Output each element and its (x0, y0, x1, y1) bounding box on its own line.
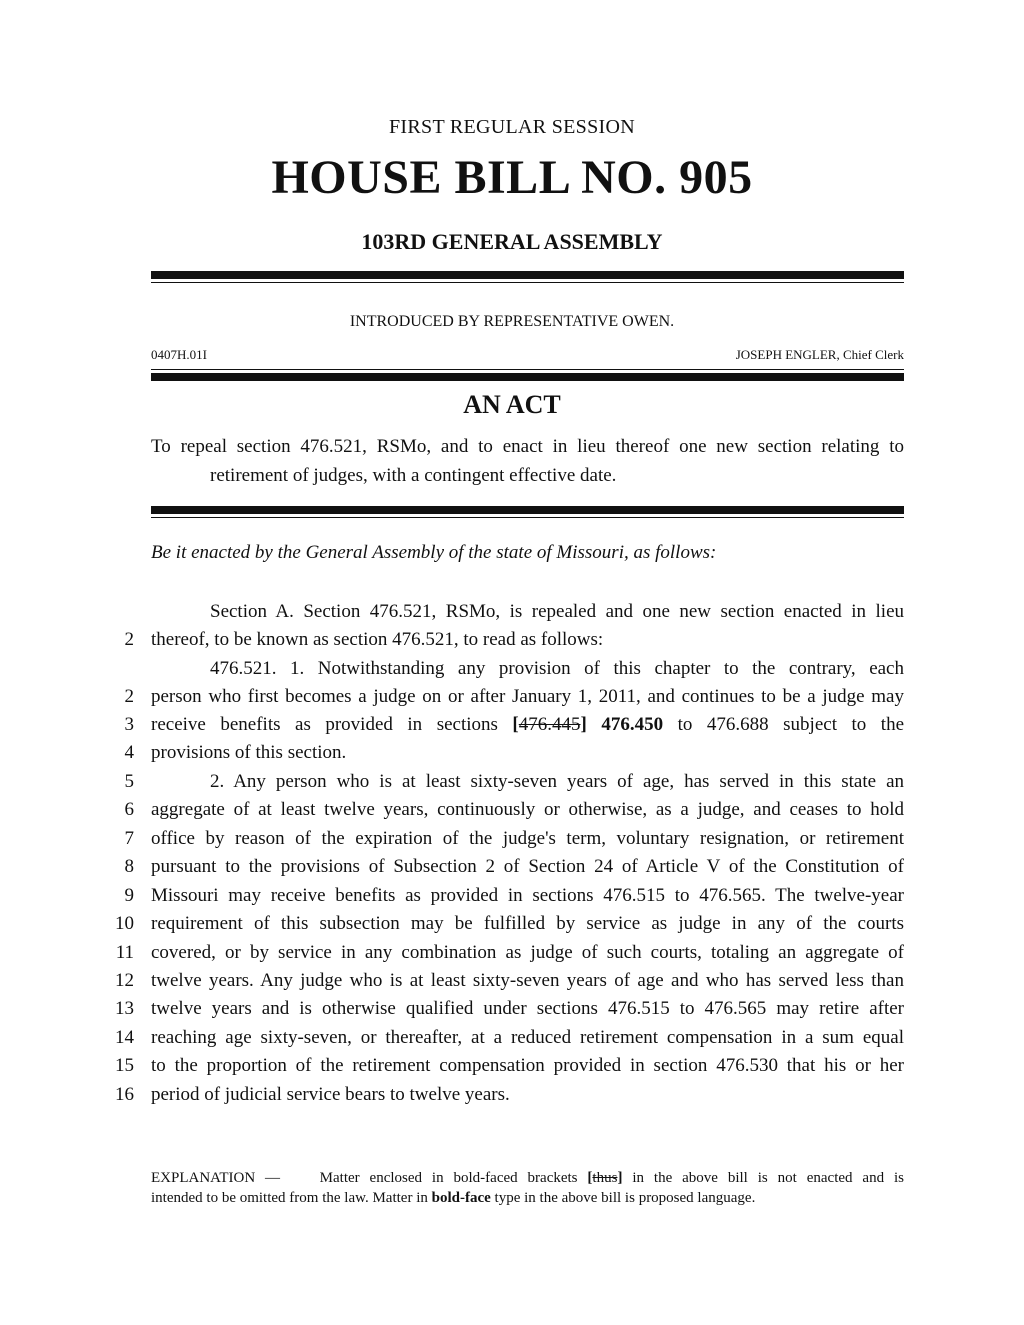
explanation-text: type in the above bill is proposed language. (490, 1190, 756, 1206)
line-number: 3 (124, 714, 134, 735)
bill-text-line: Missouri may receive benefits as provided in sections 476.515 to 476.565. The twelve-year (151, 885, 904, 906)
divider-rule (151, 517, 904, 518)
bill-text-line: to the proportion of the retirement compensation provided in section 476.530 that his or her (151, 1055, 904, 1076)
bill-text-line: twelve years. Any judge who is at least sixty-seven years of age and who has served less than (151, 970, 904, 991)
bill-text-line: Section A. Section 476.521, RSMo, is repealed and one new section enacted in lieu (210, 601, 904, 622)
line-number: 14 (115, 1027, 134, 1048)
line-number: 6 (124, 799, 134, 820)
divider-rule (151, 373, 904, 381)
bill-text-line: requirement of this subsection may be fulfilled by service as judge in any of the courts (151, 913, 904, 934)
line-number: 16 (115, 1084, 134, 1105)
divider-rule (151, 369, 904, 370)
line-number: 10 (115, 913, 134, 934)
line-number: 15 (115, 1055, 134, 1076)
bill-text-line: person who first becomes a judge on or after January 1, 2011, and continues to be a judge may (151, 686, 904, 707)
divider-rule (151, 282, 904, 283)
line-number: 12 (115, 970, 134, 991)
bold-example: bold-face (431, 1190, 491, 1206)
bracket-close: ] (580, 714, 587, 735)
act-title-line: To repeal section 476.521, RSMo, and to enact in lieu thereof one new section relating to (151, 436, 904, 457)
line-number: 9 (124, 885, 134, 906)
new-text: 476.450 (601, 714, 664, 735)
line-number: 7 (124, 828, 134, 849)
struck-example: thus (592, 1170, 618, 1186)
section-heading-line: 476.521. 1. Notwithstanding any provision of this chapter to the contrary, each (210, 658, 904, 679)
line-number: 2 (124, 629, 134, 650)
session-label: FIRST REGULAR SESSION (389, 116, 635, 138)
lr-number: 0407H.01I (151, 347, 207, 362)
divider-rule (151, 271, 904, 279)
chief-clerk: JOSEPH ENGLER, Chief Clerk (735, 347, 904, 362)
line-number: 5 (124, 771, 134, 792)
bill-text-line: office by reason of the expiration of the judge's term, voluntary resignation, or retirement (151, 828, 904, 849)
line-number: 4 (124, 742, 134, 763)
bill-text-segment: to 476.688 subject to the (663, 714, 904, 735)
act-title-line: retirement of judges, with a contingent effective date. (210, 465, 617, 486)
bill-text-line: period of judicial service bears to twelve years. (151, 1084, 510, 1105)
bill-text-line: thereof, to be known as section 476.521, to read as follows: (151, 629, 604, 650)
general-assembly: 103RD GENERAL ASSEMBLY (361, 229, 663, 254)
bracket-open: [ (512, 714, 519, 735)
bill-text-line: 2. Any person who is at least sixty-seven years of age, has served in this state an (210, 771, 904, 792)
introduced-by: INTRODUCED BY REPRESENTATIVE OWEN. (349, 313, 675, 330)
bracket-close: ] (617, 1170, 623, 1186)
bill-text-line: pursuant to the provisions of Subsection 2 of Section 24 of Article V of the Constitution of (151, 856, 904, 877)
enacting-clause: Be it enacted by the General Assembly of the state of Missouri, as follows: (151, 542, 717, 563)
repealed-text: 476.445 (518, 714, 581, 735)
bill-number: HOUSE BILL NO. 905 (271, 151, 753, 204)
bill-text-line: aggregate of at least twelve years, continuously or otherwise, as a judge, and ceases to hold (151, 799, 904, 820)
line-number: 11 (115, 942, 134, 963)
bill-text-line: covered, or by service in any combination as judge of such courts, totaling an aggregate of (151, 942, 904, 963)
bill-text-line (151, 713, 904, 737)
line-number: 13 (115, 998, 134, 1019)
explanation-line (151, 1170, 904, 1187)
line-number: 2 (124, 686, 134, 707)
explanation-label: EXPLANATION — (151, 1170, 281, 1186)
explanation-text: in the above bill is not enacted and is (622, 1170, 904, 1186)
bill-text-line: reaching age sixty-seven, or thereafter, at a reduced retirement compensation in a sum equal (151, 1027, 904, 1048)
line-number: 8 (124, 856, 134, 877)
act-heading: AN ACT (463, 390, 561, 419)
explanation-line (151, 1190, 755, 1207)
bill-text-line: provisions of this section. (151, 742, 347, 763)
bill-text-segment: receive benefits as provided in sections (151, 714, 513, 735)
divider-rule (151, 506, 904, 514)
explanation-text: Matter enclosed in bold-faced brackets (319, 1170, 588, 1186)
bracket-open: [ (587, 1170, 593, 1186)
bill-text-line: twelve years and is otherwise qualified under sections 476.515 to 476.565 may retire after (151, 998, 904, 1019)
explanation-text: intended to be omitted from the law. Matter in (151, 1190, 432, 1206)
